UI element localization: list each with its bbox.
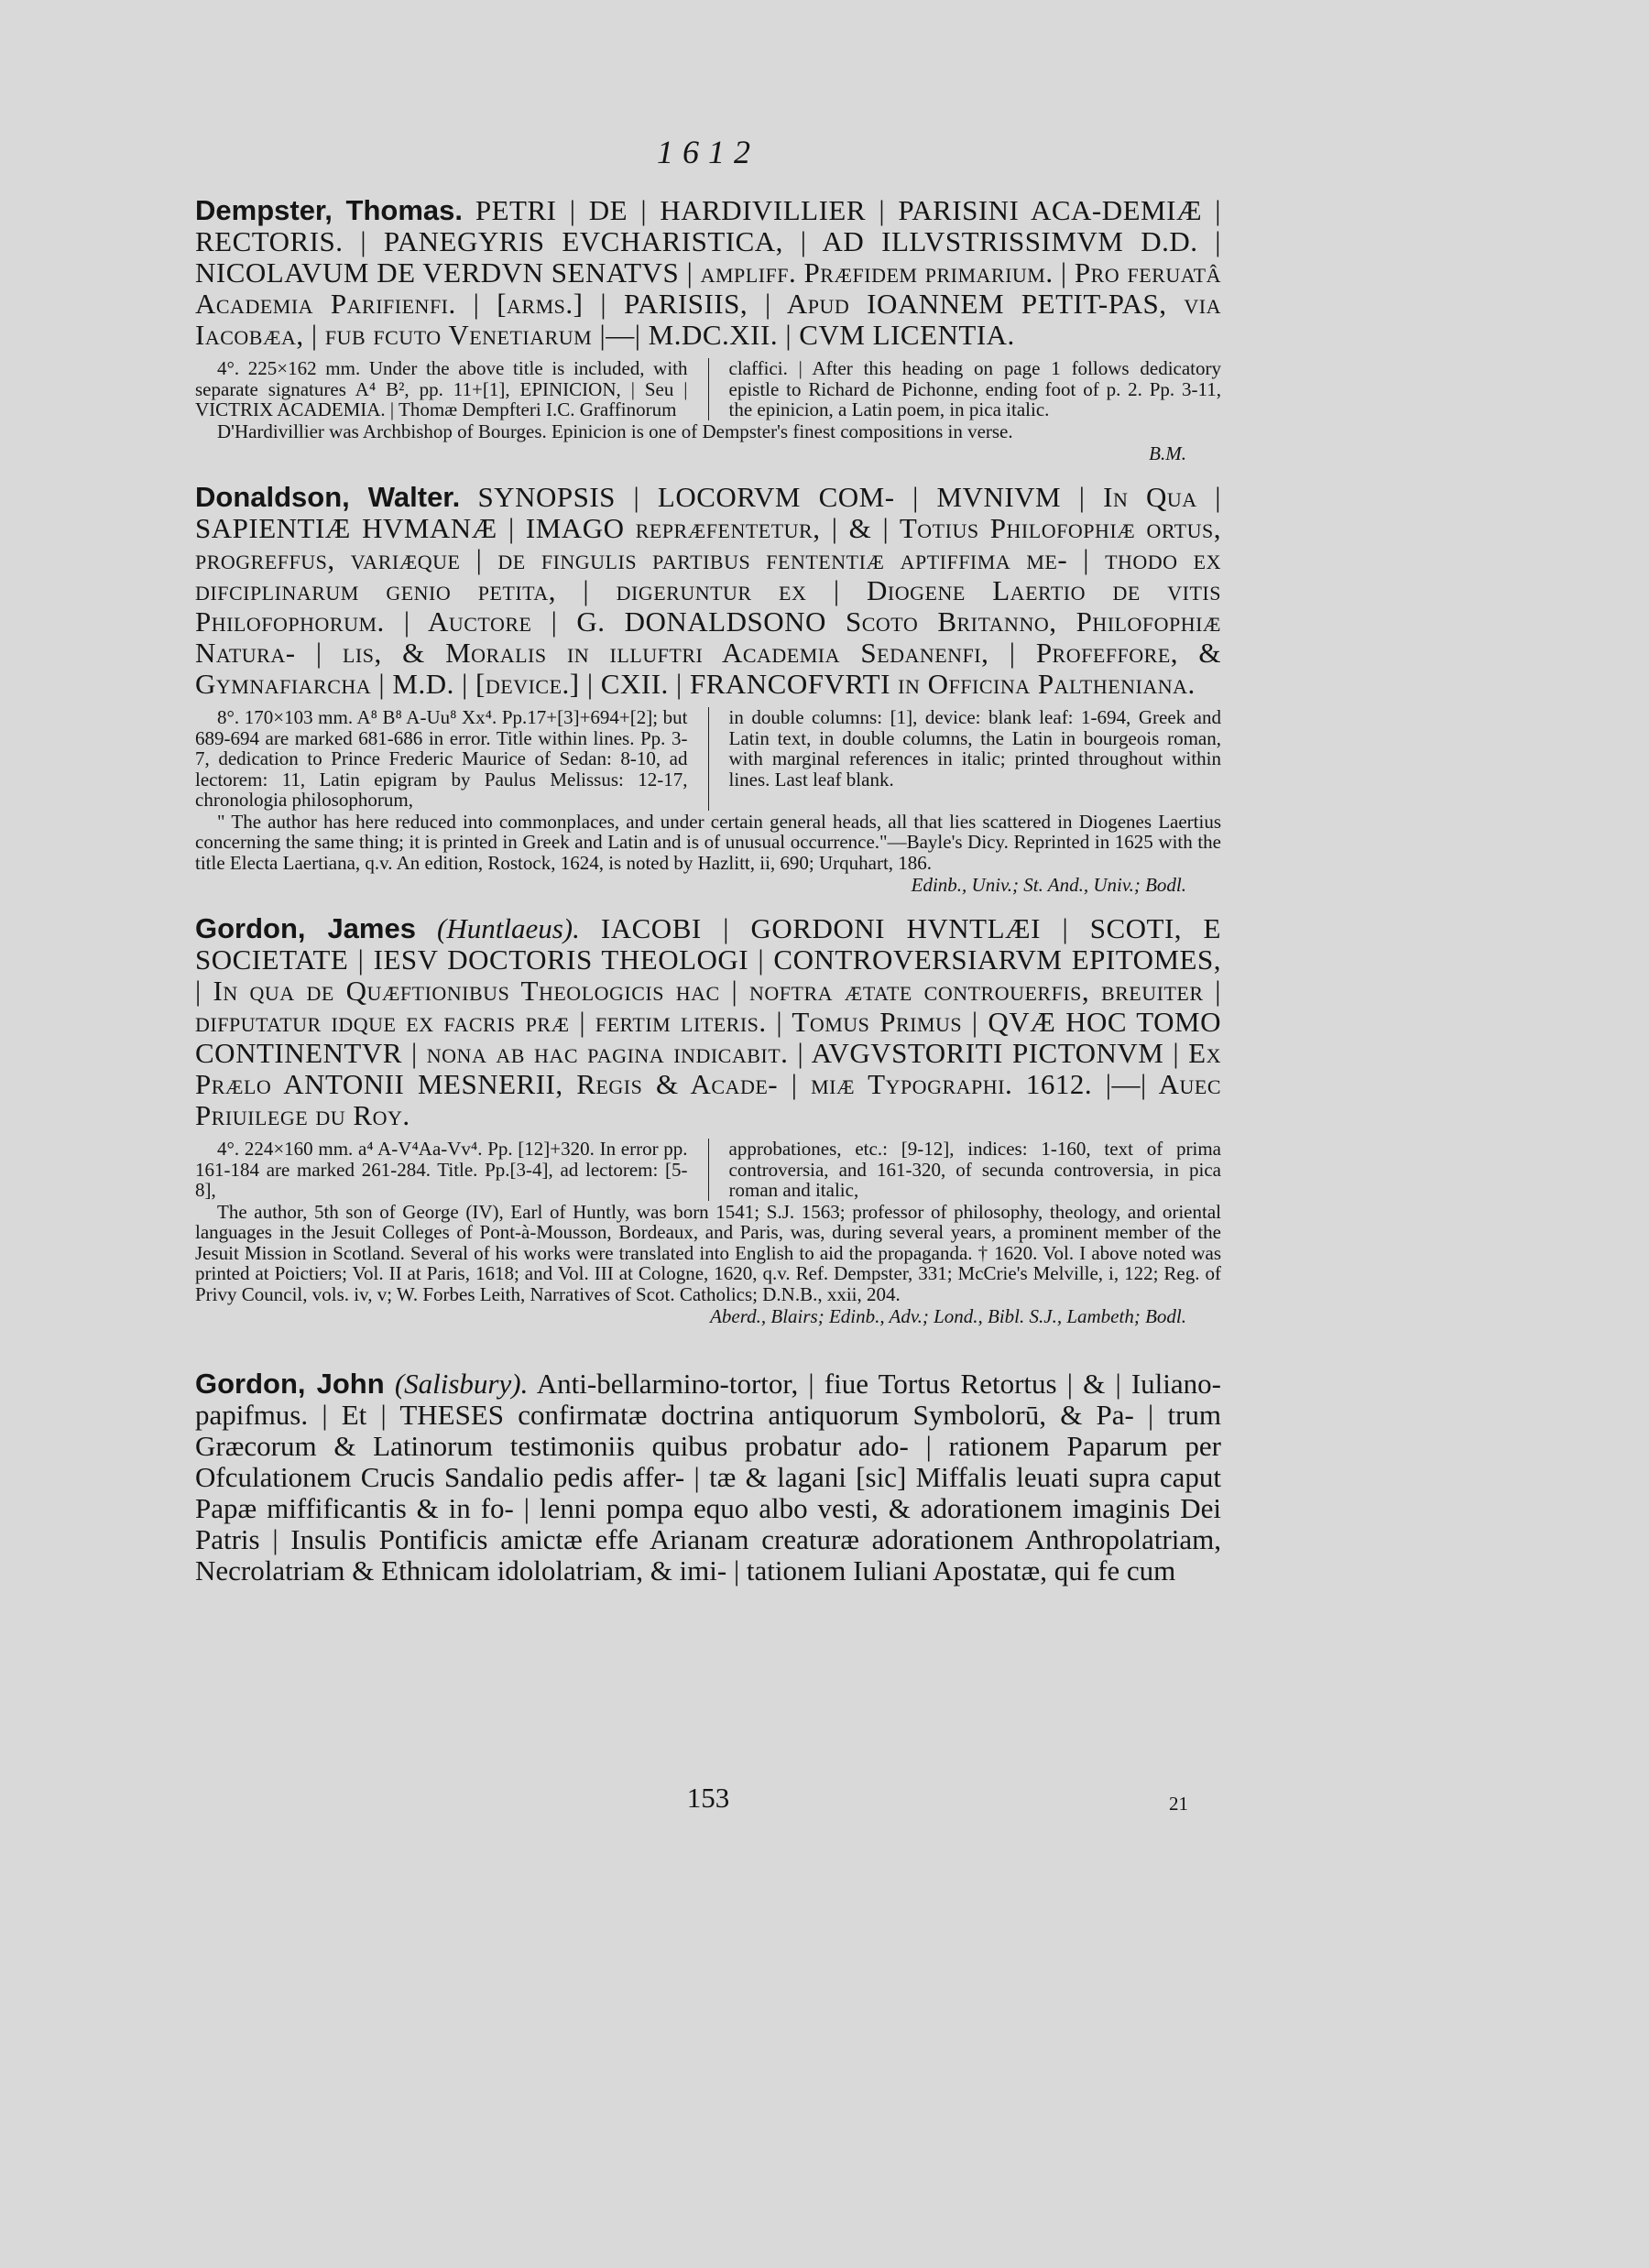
entry-title-text: PETRI | DE | HARDIVILLIER | PARISINI ACA-DEMIÆ | RECTORIS. | PANEGYRIS EVCHARISTICA, | AD ILLVSTRISSIMVM D.D. | NICOLAVUM DE VERDVN SENATVS | ampliff. Præfidem primarium. | Pro feruatâ Academia Parifienfi. | [arms.] | PARISIIS, | Apud IOANNEM PETIT-PAS, via Iacobæa, | fub fcuto Venetiarum |—| M.DC.XII. | CVM LICENTIA. bbox=[195, 194, 1222, 351]
entry-author: Donaldson, Walter. bbox=[195, 481, 461, 513]
entry-collation bbox=[195, 707, 1221, 811]
bibliography-entry bbox=[195, 482, 1221, 897]
entry-locations: Edinb., Univ.; St. And., Univ.; Bodl. bbox=[911, 874, 1186, 896]
entry-title bbox=[195, 195, 1221, 351]
bibliography-entry bbox=[195, 913, 1221, 1328]
entry-locations: B.M. bbox=[1149, 442, 1186, 464]
entry-locations: Aberd., Blairs; Edinb., Adv.; Lond., Bibl. S.J., Lambeth; Bodl. bbox=[710, 1305, 1186, 1327]
document-page bbox=[195, 133, 1221, 1603]
page-footer bbox=[195, 1782, 1221, 1818]
entry-title-text: Anti-bellarmino-tortor, | fiue Tortus Retortus | & | Iuliano-papifmus. | Et | THESES confirmatæ doctrina antiquorum Symbolorū, & Pa- | trum Græcorum & Latinorum testimoniis quibus probatur ado- | rationem Paparum per Ofculationem Crucis Sandalio pedis affer- | tæ & lagani [sic] Miffalis leuati supra caput Papæ miffificantis & in fo- | lenni pompa equo albo vesti, & adorationem imaginis Dei Patris | Insulis Pontificis amictæ effe Arianam creaturæ adorationem Anthropolatriam, Necrolatriam & Ethnicam idololatriam, & imi- | tationem Iuliani Apostatæ, qui fe cum bbox=[195, 1368, 1221, 1587]
entry-title-text: IACOBI | GORDONI HVNTLÆI | SCOTI, E SOCIETATE | IESV DOCTORIS THEOLOGI | CONTROVERSIARVM EPITOMES, | In qua de Quæftionibus Theologicis hac | noftra ætate controuerfis, breuiter | difputatur idque ex facris præ | fertim literis. | Tomus Primus | QVÆ HOC TOMO CONTINENTVR | nona ab hac pagina indicabit. | AVGVSTORITI PICTONVM | Ex Prælo ANTONII MESNERII, Regis & Acade- | miæ Typographi. 1612. |—| Auec Priuilege du Roy. bbox=[195, 912, 1221, 1131]
entry-title bbox=[195, 1368, 1221, 1587]
entry-note: D'Hardivillier was Archbishop of Bourges. Epinicion is one of Dempster's finest compositions in verse. bbox=[217, 420, 1013, 442]
entry-author-qualifier: (Huntlaeus). bbox=[437, 912, 580, 944]
collation-right-column: claffici. | After this heading on page 1 follows dedicatory epistle to Richard de Pichonne, ending foot of p. 2. Pp. 3-11, the epinicion, a Latin poem, in pica italic. bbox=[708, 358, 1222, 420]
entry-collation bbox=[195, 358, 1221, 420]
collation-left-column: 8°. 170×103 mm. A⁸ B⁸ A-Uu⁸ Xx⁴. Pp.17+[3]+694+[2]; but 689-694 are marked 681-686 in error. Title within lines. Pp. 3-7, dedication to Prince Frederic Maurice of Sedan: 8-10, ad lectorem: 11, Latin epigram by Paulus Melissus: 12-17, chronologia philosophorum, bbox=[195, 706, 688, 811]
collation-left-column: 4°. 225×162 mm. Under the above title is included, with separate signatures A⁴ B², pp. 11+[1], EPINICION, | Seu | VICTRIX ACADEMIA. | Thomæ Dempfteri I.C. Graffinorum bbox=[195, 357, 688, 420]
collation-left-column: 4°. 224×160 mm. a⁴ A-V⁴Aa-Vv⁴. Pp. [12]+320. In error pp. 161-184 are marked 261-284. Title. Pp.[3-4], ad lectorem: [5-8], bbox=[195, 1138, 688, 1201]
collation-right-column: in double columns: [1], device: blank leaf: 1-694, Greek and Latin text, in double columns, the Latin in bourgeois roman, with marginal references in italic; printed throughout within lines. Last leaf blank. bbox=[708, 707, 1222, 811]
entry-author: Gordon, John bbox=[195, 1368, 385, 1400]
page-number: 153 bbox=[686, 1782, 730, 1814]
entry-title-text: SYNOPSIS | LOCORVM COM- | MVNIVM | In Qua | SAPIENTIÆ HVMANÆ | IMAGO repræfentetur, | & | Totius Philofophiæ ortus, progreffus, variæque | de fingulis partibus fententiæ aptiffima me- | thodo ex difciplinarum genio petita, | digeruntur ex | Diogene Laertio de vitis Philofophorum. | Auctore | G. DONALDSONO Scoto Britanno, Philofophiæ Natura- | lis, & Moralis in illuftri Academia Sedanenfi, | Profeffore, & Gymnafiarcha | M.D. | [device.] | CXII. | FRANCOFVRTI in Officina Paltheniana. bbox=[195, 481, 1221, 700]
signature-mark: 21 bbox=[1169, 1793, 1188, 1815]
entry-title bbox=[195, 482, 1221, 700]
bibliography-entry bbox=[195, 1368, 1221, 1587]
entry-note: " The author has here reduced into commonplaces, and under certain general heads, all that lies scattered in Diogenes Laertius concerning the same thing; it is printed in Greek and Latin and is of unusual occurrence."—Bayle's Dicy. Reprinted in 1625 with the title Electa Laertiana, q.v. An edition, Rostock, 1624, is noted by Hazlitt, ii, 690; Urquhart, 186. bbox=[195, 810, 1221, 874]
entry-author-qualifier: (Salisbury). bbox=[394, 1368, 529, 1400]
entry-collation bbox=[195, 1139, 1221, 1201]
entry-note: The author, 5th son of George (IV), Earl of Huntly, was born 1541; S.J. 1563; professor of philosophy, theology, and oriental languages in the Jesuit Colleges of Pont-à-Mousson, Bordeaux, and Paris, was, during several years, a prominent member of the Jesuit Mission in Scotland. Several of his works were translated into English to aid the propaganda. † 1620. Vol. I above noted was printed at Poictiers; Vol. II at Paris, 1618; and Vol. III at Cologne, 1620, q.v. Ref. Dempster, 331; McCrie's Melville, i, 122; Reg. of Privy Council, vols. iv, v; W. Forbes Leith, Narratives of Scot. Catholics; D.N.B., xxii, 204. bbox=[195, 1200, 1221, 1305]
page-year-header: 1612 bbox=[657, 134, 759, 170]
entry-author: Dempster, Thomas. bbox=[195, 194, 464, 226]
bibliography-entry bbox=[195, 195, 1221, 465]
entry-author: Gordon, James bbox=[195, 912, 416, 944]
collation-right-column: approbationes, etc.: [9-12], indices: 1-160, text of prima controversia, and 161-320, of secunda controversia, in pica roman and italic, bbox=[708, 1139, 1222, 1201]
entry-title bbox=[195, 913, 1221, 1131]
